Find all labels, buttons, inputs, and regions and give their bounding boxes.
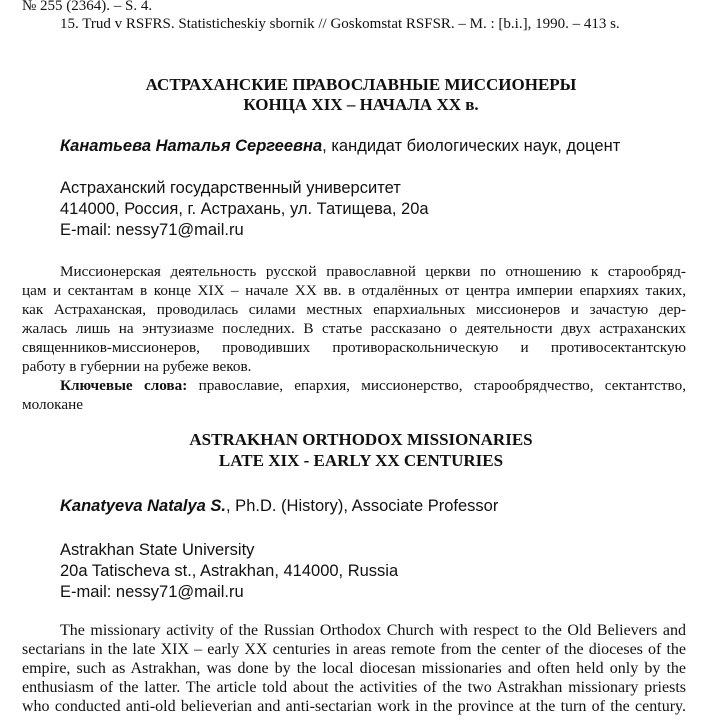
ru-affiliation-email: E-mail: nessy71@mail.ru [60,221,244,239]
en-author-name: Kanatyeva Natalya S. [60,497,227,515]
reference-tail: № 255 (2364). – S. 4. [22,0,153,14]
ru-author-line [60,137,620,156]
ru-abstract-line: Миссионерская деятельность русской православной церкви по отношению к старообряд- [60,263,686,280]
ru-keywords [60,376,686,395]
ru-title-line-1: АСТРАХАНСКИЕ ПРАВОСЛАВНЫЕ МИССИОНЕРЫ [145,75,577,94]
en-title-line-1: ASTRAKHAN ORTHODOX MISSIONARIES [189,430,533,449]
en-author-line [60,497,498,516]
ru-abstract-line: цам и сектантам в конце XIX – начале XX вв. в отдалённых от центра империи епархиях таких, [22,282,686,299]
ru-abstract-line: работу в губернии на рубеже веков. [22,358,252,375]
en-affiliation-university: Astrakhan State University [60,541,255,559]
ru-affiliation-address: 414000, Россия, г. Астрахань, ул. Татищева, 20а [60,200,429,218]
ru-keywords-text: православие, епархия, миссионерство, старообрядчество, сектантство, [187,377,686,394]
en-author-credentials: , Ph.D. (History), Associate Professor [226,497,499,515]
en-abstract-line: enthusiasm of the latter. The article told about the activities of the two Astrakhan missionary priests [22,679,686,696]
en-title-line-2: LATE XIX - EARLY XX CENTURIES [218,451,504,470]
ru-abstract-line: священников-миссионеров, проводивших противораскольническую и противосектантскую [22,339,686,356]
ru-title-line-2: КОНЦА XIX – НАЧАЛА XX в. [243,95,479,114]
en-affiliation-email: E-mail: nessy71@mail.ru [60,583,244,601]
reference-item-15: 15. Trud v RSFRS. Statisticheskiy sbornik // Goskomstat RSFSR. – M. : [b.i.], 1990. – 413 s. [60,16,620,32]
ru-keywords-label: Ключевые слова: [60,377,188,394]
ru-author-credentials: , кандидат биологических наук, доцент [322,137,621,155]
ru-keywords-continued: молокане [22,396,83,413]
ru-abstract-line: жалась лишь на энтузиазме последних. В статье рассказано о деятельности двух астраханских [22,320,686,337]
en-abstract-line: who conducted anti-old believerian and anti-sectarian work in the province at the turn of the century. [22,698,686,715]
ru-affiliation-university: Астраханский государственный университет [60,179,401,197]
en-affiliation-address: 20a Tatischeva st., Astrakhan, 414000, Russia [60,562,399,580]
ru-author-name: Канатьева Наталья Сергеевна [60,137,323,155]
en-abstract-line: sectarians in the late XIX – early XX centuries in areas remote from the center of the dioceses of the [22,641,686,658]
ru-abstract-line: как Астраханская, проводилась силами местных епархиальных миссионеров и зачастую дер- [22,301,686,318]
en-abstract-line: empire, such as Astrakhan, was done by the local diocesan missionaries and often held only by the [22,660,686,677]
en-abstract-line: The missionary activity of the Russian Orthodox Church with respect to the Old Believers and [60,622,686,639]
